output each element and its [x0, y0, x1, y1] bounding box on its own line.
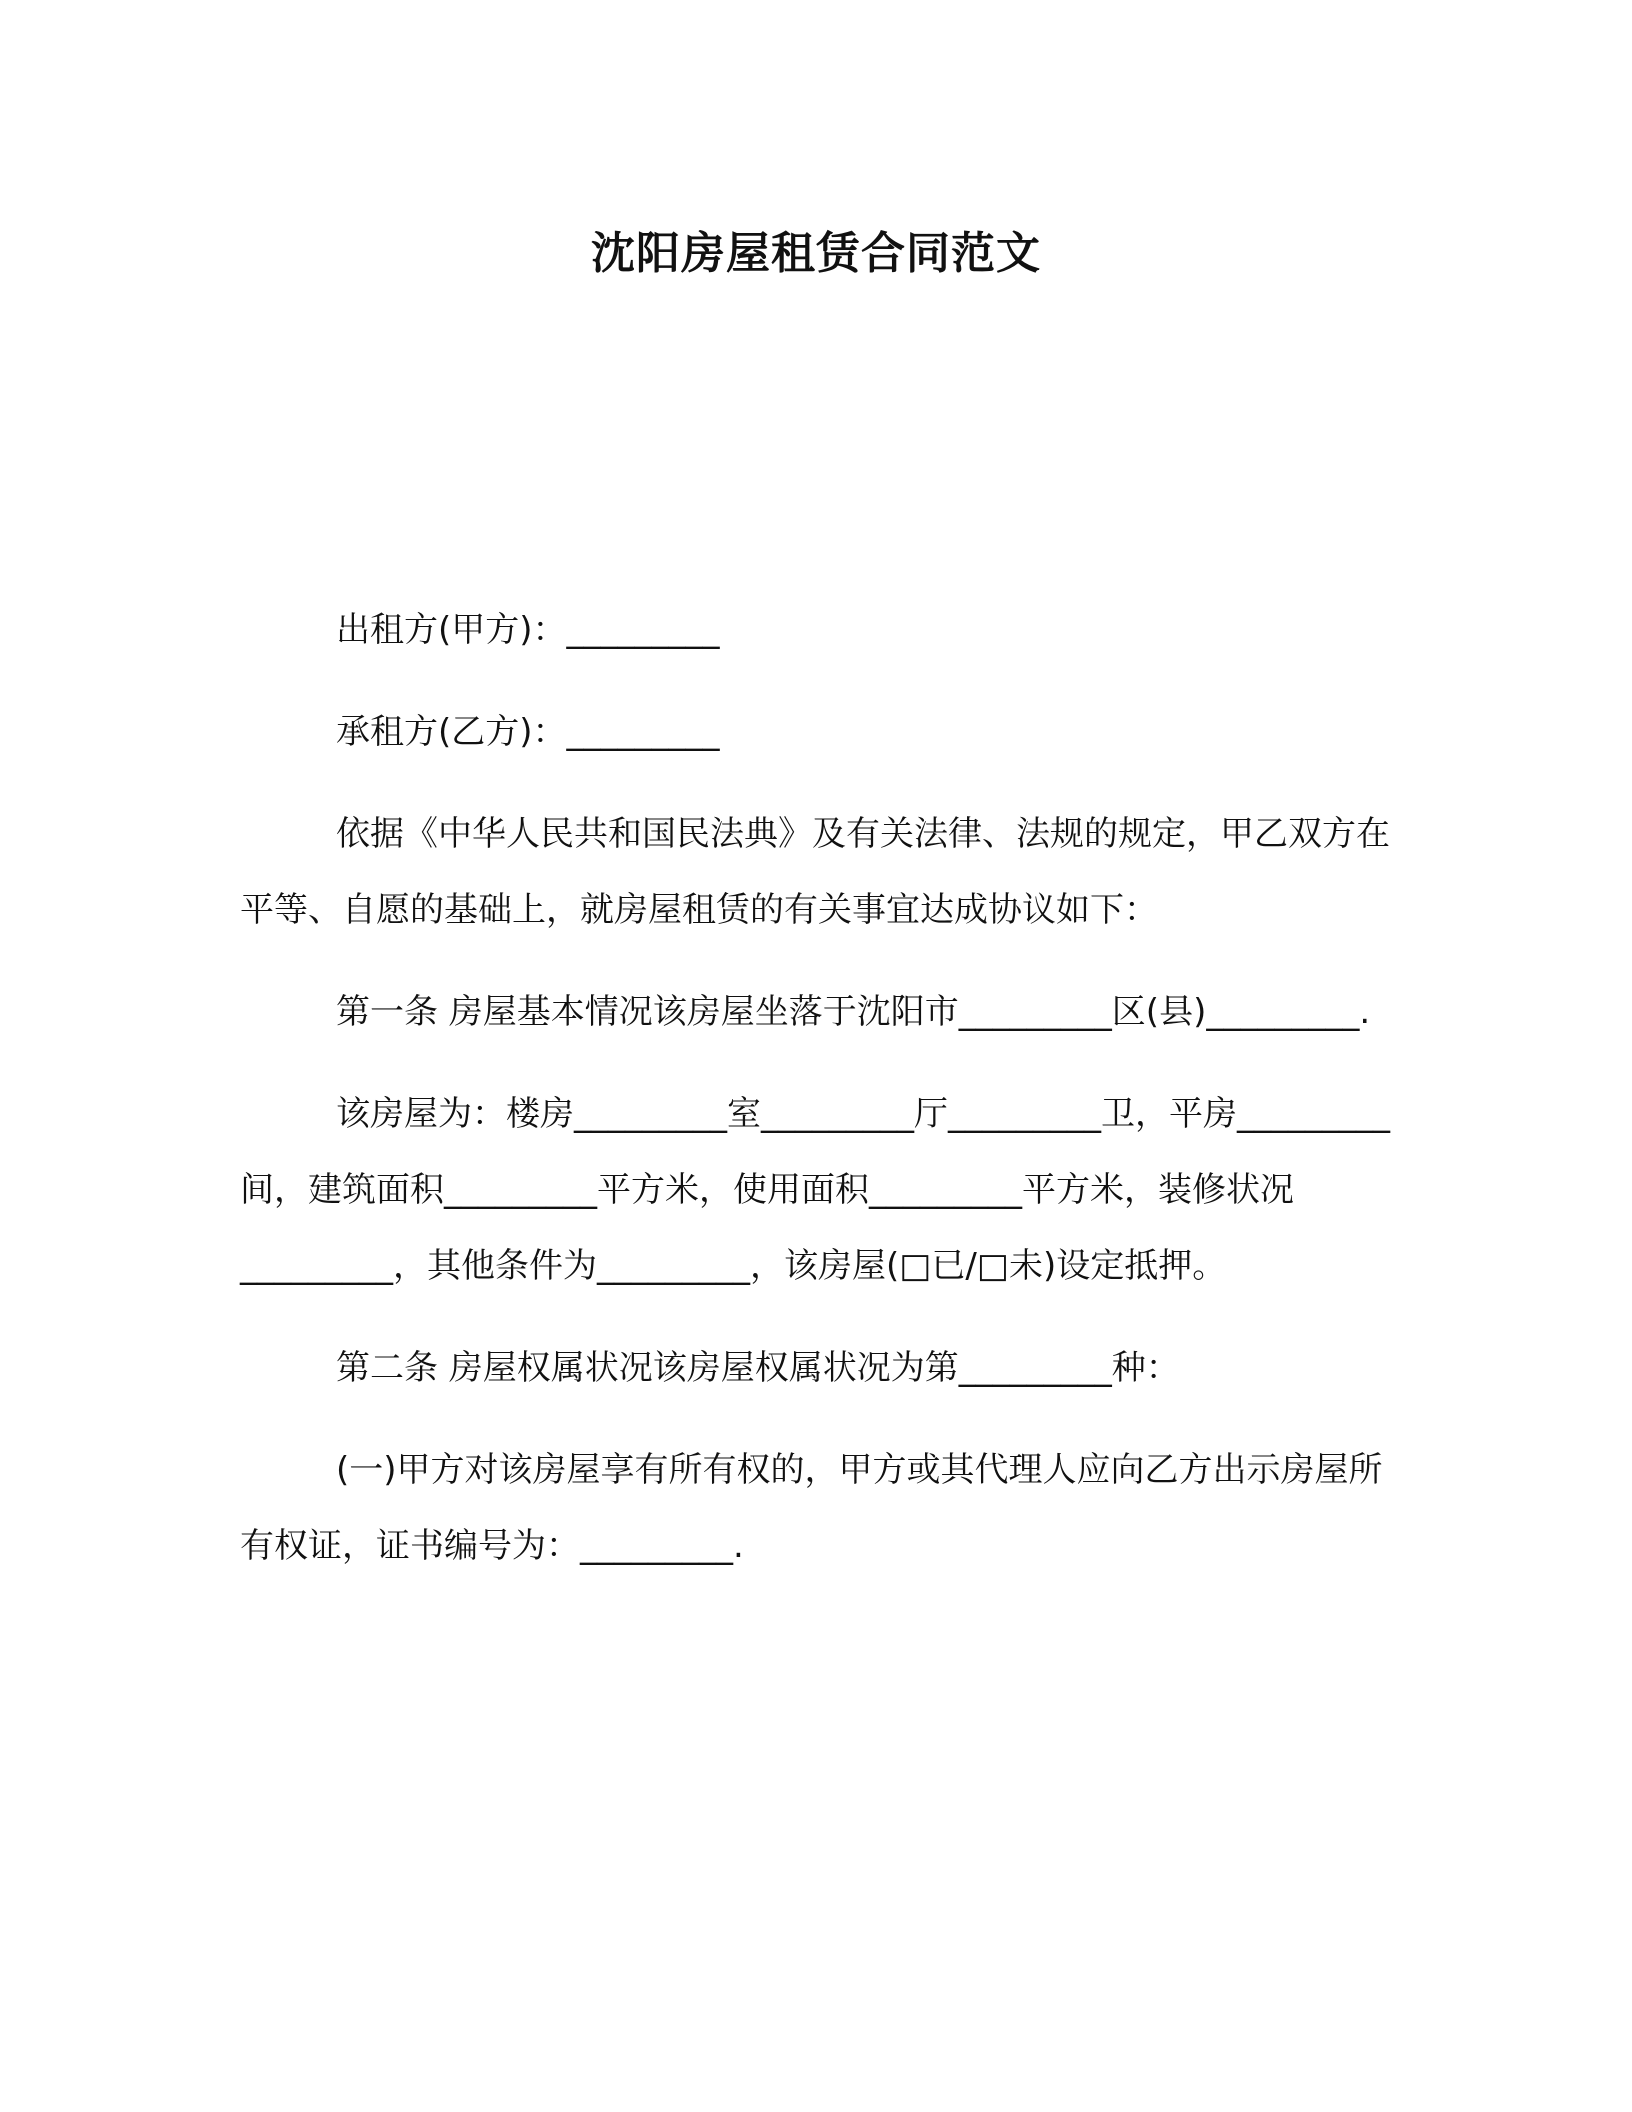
document-body	[240, 592, 1390, 1610]
paragraph-house-details: 该房屋为：楼房_________室_________厅_________卫，平房_________间，建筑面积_________平方米，使用面积_________平方米，装修状况_________，其他条件为_________，该房屋(□已/□未)设定抵押。	[240, 1094, 1390, 1286]
paragraph-lessor: 出租方(甲方)：_________	[336, 610, 720, 650]
document-title: 沈阳房屋租赁合同范文	[591, 228, 1041, 279]
paragraph-article-1: 第一条 房屋基本情况该房屋坐落于沈阳市_________区(县)_________.	[336, 992, 1371, 1032]
paragraph-lessee: 承租方(乙方)：_________	[336, 712, 720, 752]
paragraph-ownership-1: (一)甲方对该房屋享有所有权的，甲方或其代理人应向乙方出示房屋所有权证，证书编号为：_________.	[240, 1450, 1383, 1566]
paragraph-basis: 依据《中华人民共和国民法典》及有关法律、法规的规定，甲乙双方在平等、自愿的基础上，就房屋租赁的有关事宜达成协议如下：	[240, 814, 1390, 930]
paragraph-article-2: 第二条 房屋权属状况该房屋权属状况为第_________种：	[336, 1348, 1180, 1388]
